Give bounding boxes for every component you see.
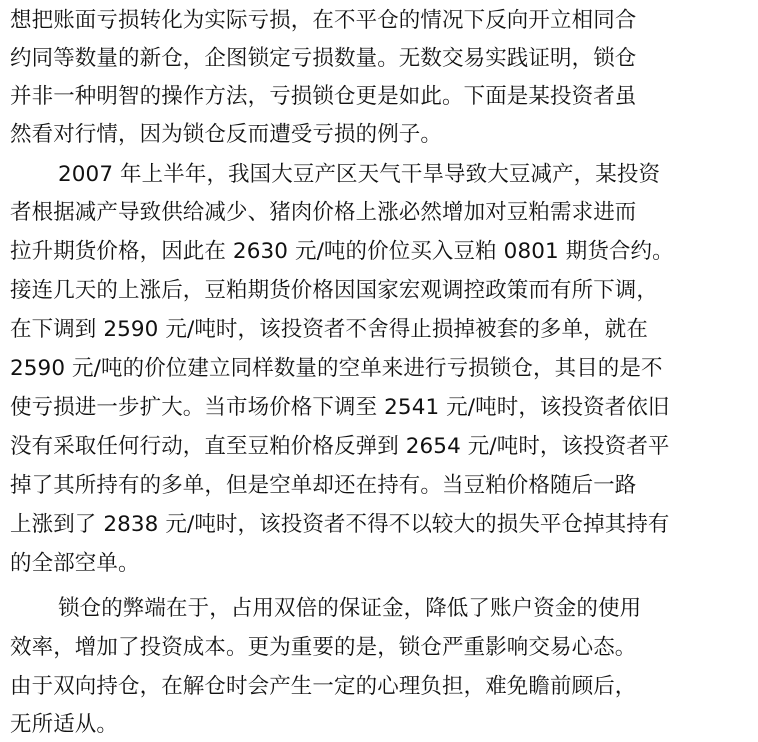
text-line: 在下调到 2590 元/吨时，该投资者不舍得止损掉被套的多单，就在 [10,317,648,342]
text-line: 接连几天的上涨后，豆粕期货价格因国家宏观调控政策而有所下调， [10,278,659,303]
text-line-paragraph-start: 2007 年上半年，我国大豆产区天气干旱导致大豆减产，某投资 [58,162,661,187]
text-line: 使亏损进一步扩大。当市场价格下调至 2541 元/吨时，该投资者依旧 [10,395,670,420]
text-line: 并非一种明智的操作方法，亏损锁仓更是如此。下面是某投资者虽 [10,84,637,109]
text-line: 的全部空单。 [10,551,140,576]
text-line: 上涨到了 2838 元/吨时，该投资者不得不以较大的损失平仓掉其持有 [10,512,670,537]
text-line: 然看对行情，因为锁仓反而遭受亏损的例子。 [10,122,443,147]
text-line: 由于双向持仓，在解仓时会产生一定的心理负担，难免瞻前顾后， [10,674,637,699]
text-line: 者根据减产导致供给减少、猪肉价格上涨必然增加对豆粕需求进而 [10,200,637,225]
text-line: 无所适从。 [10,712,119,737]
text-line-paragraph-start: 锁仓的弊端在于，占用双倍的保证金，降低了账户资金的使用 [58,596,642,621]
text-line: 约同等数量的新仓，企图锁定亏损数量。无数交易实践证明，锁仓 [10,46,637,71]
text-line: 2590 元/吨的价位建立同样数量的空单来进行亏损锁仓，其目的是不 [10,356,663,381]
text-line: 掉了其所持有的多单，但是空单却还在持有。当豆粕价格随后一路 [10,473,637,498]
text-line: 想把账面亏损转化为实际亏损，在不平仓的情况下反向开立相同合 [10,8,637,33]
text-line: 效率，增加了投资成本。更为重要的是，锁仓严重影响交易心态。 [10,635,637,660]
text-line: 拉升期货价格，因此在 2630 元/吨的价位买入豆粕 0801 期货合约。 [10,239,674,264]
text-line: 没有采取任何行动，直至豆粕价格反弹到 2654 元/吨时，该投资者平 [10,434,670,459]
